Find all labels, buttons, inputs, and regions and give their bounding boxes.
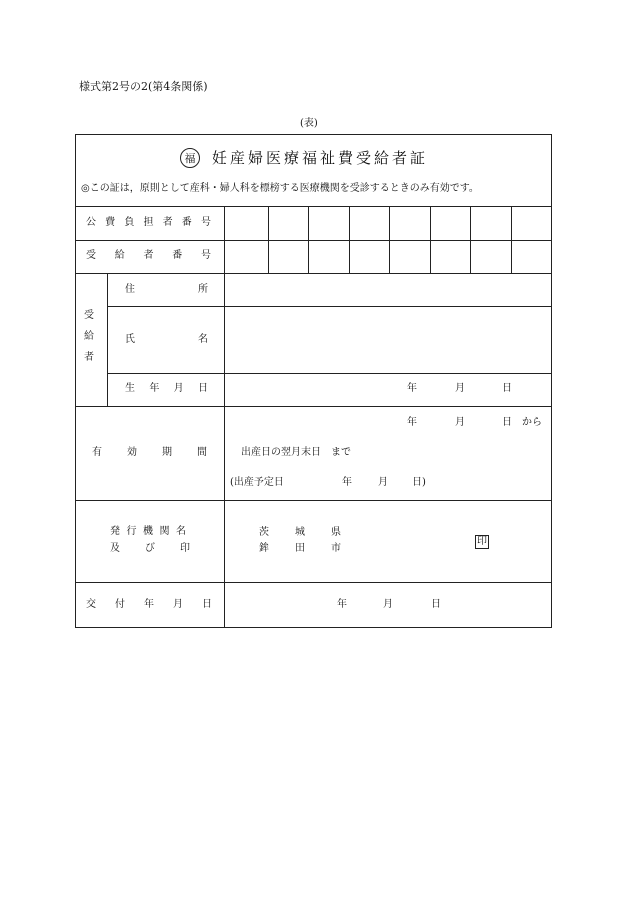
label-burden-number: 公 費 負 担 者 番 号 <box>86 217 211 228</box>
rule-label-column <box>224 206 225 628</box>
label-name: 氏 名 <box>125 334 208 345</box>
rule-name <box>107 373 552 374</box>
issuer-prefecture: 茨 城 県 <box>259 527 341 538</box>
birth-year-unit: 年 <box>407 383 417 394</box>
due-month-unit: 月 <box>378 477 388 488</box>
form-reference: 様式第2号の2(第4条関係) <box>79 80 208 93</box>
rule-issuer <box>75 582 552 583</box>
issue-month-unit: 月 <box>383 599 393 610</box>
due-day-close: 日) <box>412 477 426 488</box>
rule-digit-2 <box>308 206 309 273</box>
issuer-city: 鉾 田 市 <box>259 543 341 554</box>
rule-digit-3 <box>349 206 350 273</box>
rule-recipient-number <box>75 273 552 274</box>
label-issuer-line2: 及 び 印 <box>110 543 190 554</box>
side-label: (表) <box>300 118 318 129</box>
label-address: 住 所 <box>125 284 208 295</box>
birth-day-unit: 日 <box>502 383 512 394</box>
valid-from-day-unit: 日 <box>502 417 512 428</box>
seal-mark: 印 <box>477 536 487 547</box>
label-validity: 有 効 期 間 <box>92 447 207 458</box>
due-date-label: (出産予定日 <box>230 477 284 488</box>
label-recipient-group: 受 給 者 <box>84 310 94 363</box>
rule-address <box>107 306 552 307</box>
rule-validity <box>75 500 552 501</box>
rule-digit-4 <box>389 206 390 273</box>
rule-header <box>75 206 552 207</box>
rule-group-column <box>107 273 108 406</box>
rule-burden <box>75 240 552 241</box>
label-recipient-number: 受 給 者 番 号 <box>86 250 211 261</box>
valid-from-suffix: から <box>522 417 542 428</box>
title-text: 妊産婦医療福祉費受給者証 <box>212 148 429 167</box>
rule-digit-7 <box>511 206 512 273</box>
valid-from-month-unit: 月 <box>455 417 465 428</box>
issue-day-unit: 日 <box>431 599 441 610</box>
label-issue-date: 交 付 年 月 日 <box>86 599 212 610</box>
usage-notice: ◎この証は，原則として産科・婦人科を標榜する医療機関を受診するときのみ有効です。 <box>81 183 479 194</box>
label-birth-date: 生 年 月 日 <box>125 383 208 394</box>
rule-digit-5 <box>430 206 431 273</box>
certificate-title <box>180 148 428 168</box>
valid-until-text: 出産日の翌月末日 まで <box>241 447 351 458</box>
rule-digit-6 <box>470 206 471 273</box>
welfare-symbol: 福 <box>180 148 200 168</box>
birth-month-unit: 月 <box>455 383 465 394</box>
due-year-unit: 年 <box>342 477 352 488</box>
rule-recipient-group <box>75 406 552 407</box>
label-issuer-line1: 発 行 機 関 名 <box>110 526 186 537</box>
valid-from-year-unit: 年 <box>407 417 417 428</box>
issue-year-unit: 年 <box>337 599 347 610</box>
rule-digit-1 <box>268 206 269 273</box>
